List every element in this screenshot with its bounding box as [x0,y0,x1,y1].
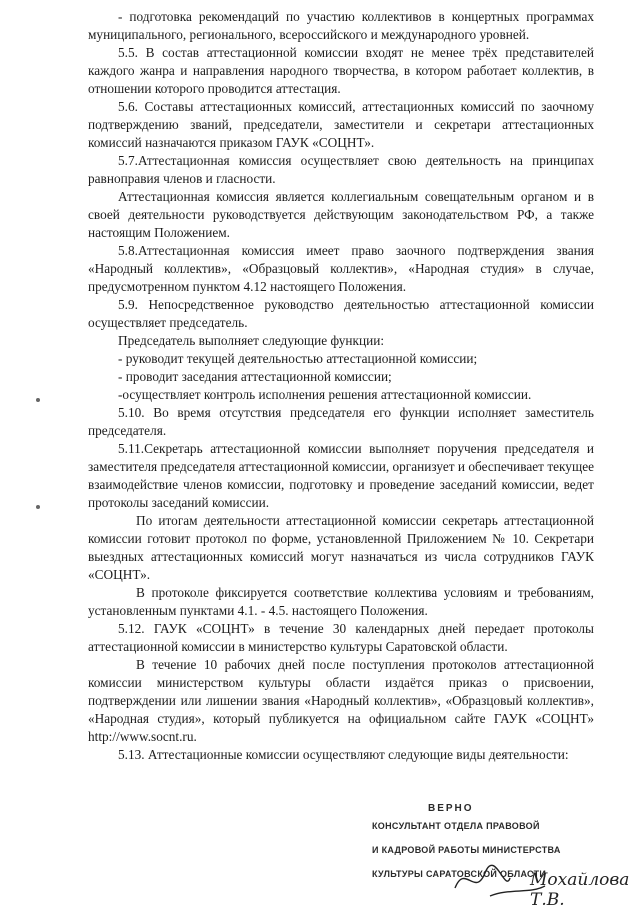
stamp-verno: ВЕРНО [428,803,474,814]
paragraph-5-11: 5.11.Секретарь аттестационной комиссии выполняет поручения председателя и заместителя председателя аттестационной комиссии, организует и обеспечивает текущее взаимодействие членов комиссии, подготовку и проведение заседаний комиссии, ведет протоколы заседаний комиссии. [88,441,594,510]
margin-dot-bottom [36,505,40,509]
list-item-manage: - руководит текущей деятельностью аттестационной комиссии; [118,351,478,366]
paragraph-5-5: 5.5. В состав аттестационной комиссии входят не менее трёх представителей каждого жанра и направления народного творчества, в котором работает коллектив, в отношении которого проводится аттестация. [88,45,594,96]
stamp-line-2: И КАДРОВОЙ РАБОТЫ МИНИСТЕРСТВА [372,845,561,855]
paragraph-5-10: 5.10. Во время отсутствия председателя его функции исполняет заместитель председателя. [88,405,594,438]
paragraph-protocol-records: В протоколе фиксируется соответствие коллектива условиям и требованиям, установленным пунктами 4.1. - 4.5. настоящего Положения. [88,585,594,618]
paragraph-5-12: 5.12. ГАУК «СОЦНТ» в течение 30 календарных дней передает протоколы аттестационной комиссии в министерство культуры Саратовской области. [88,621,594,654]
signature-name: Мохайлова Т.В. [530,870,630,910]
paragraph-chair-functions: Председатель выполняет следующие функции: [118,333,385,348]
list-item-control: -осуществляет контроль исполнения решения аттестационной комиссии. [118,387,532,402]
paragraph-5-9: 5.9. Непосредственное руководство деятельностью аттестационной комиссии осуществляет председатель. [88,297,594,330]
paragraph-5-6: 5.6. Составы аттестационных комиссий, аттестационных комиссий по заочному подтверждению званий, председатели, заместители и секретари аттестационных комиссий назначаются приказом ГАУК «СОЦНТ». [88,99,594,150]
paragraph-5-13: 5.13. Аттестационные комиссии осуществляют следующие виды деятельности: [118,747,569,762]
paragraph-5-8: 5.8.Аттестационная комиссия имеет право заочного подтверждения звания «Народный коллектив», «Образцовый коллектив», «Народная студия» в случае, предусмотренном пунктом 4.12 настоящего Положения. [88,243,594,294]
paragraph-collegial-body: Аттестационная комиссия является коллегиальным совещательным органом и в своей деятельности руководствуется действующим законодательством РФ, а также настоящим Положением. [88,189,594,240]
paragraph-recommendations: - подготовка рекомендаций по участию коллективов в концертных программах муниципального, регионального, всероссийского и международного уровней. [88,9,594,42]
paragraph-5-7: 5.7.Аттестационная комиссия осуществляет свою деятельность на принципах равноправия членов и гласности. [88,153,594,186]
document-page [88,8,594,764]
list-item-meetings: - проводит заседания аттестационной комиссии; [118,369,392,384]
paragraph-order: В течение 10 рабочих дней после поступления протоколов аттестационной комиссии министерством культуры области издаётся приказ о присвоении, подтверждении или лишении звания «Народный коллектив», «Образцовый коллектив», «Народная студия», который публикуется на официальном сайте ГАУК «СОЦНТ» http://www.socnt.ru. [88,657,594,744]
margin-dot-top [36,398,40,402]
stamp-line-1: КОНСУЛЬТАНТ ОТДЕЛА ПРАВОВОЙ [372,821,540,831]
stamp-line-3: КУЛЬТУРЫ САРАТОВСКОЙ ОБЛАСТИ [372,869,547,879]
paragraph-protocol: По итогам деятельности аттестационной комиссии секретарь аттестационной комиссии готовит протокол по форме, установленной Приложением № 10. Секретари выездных аттестационных комиссий могут назначаться из числа сотрудников ГАУК «СОЦНТ». [88,513,594,582]
